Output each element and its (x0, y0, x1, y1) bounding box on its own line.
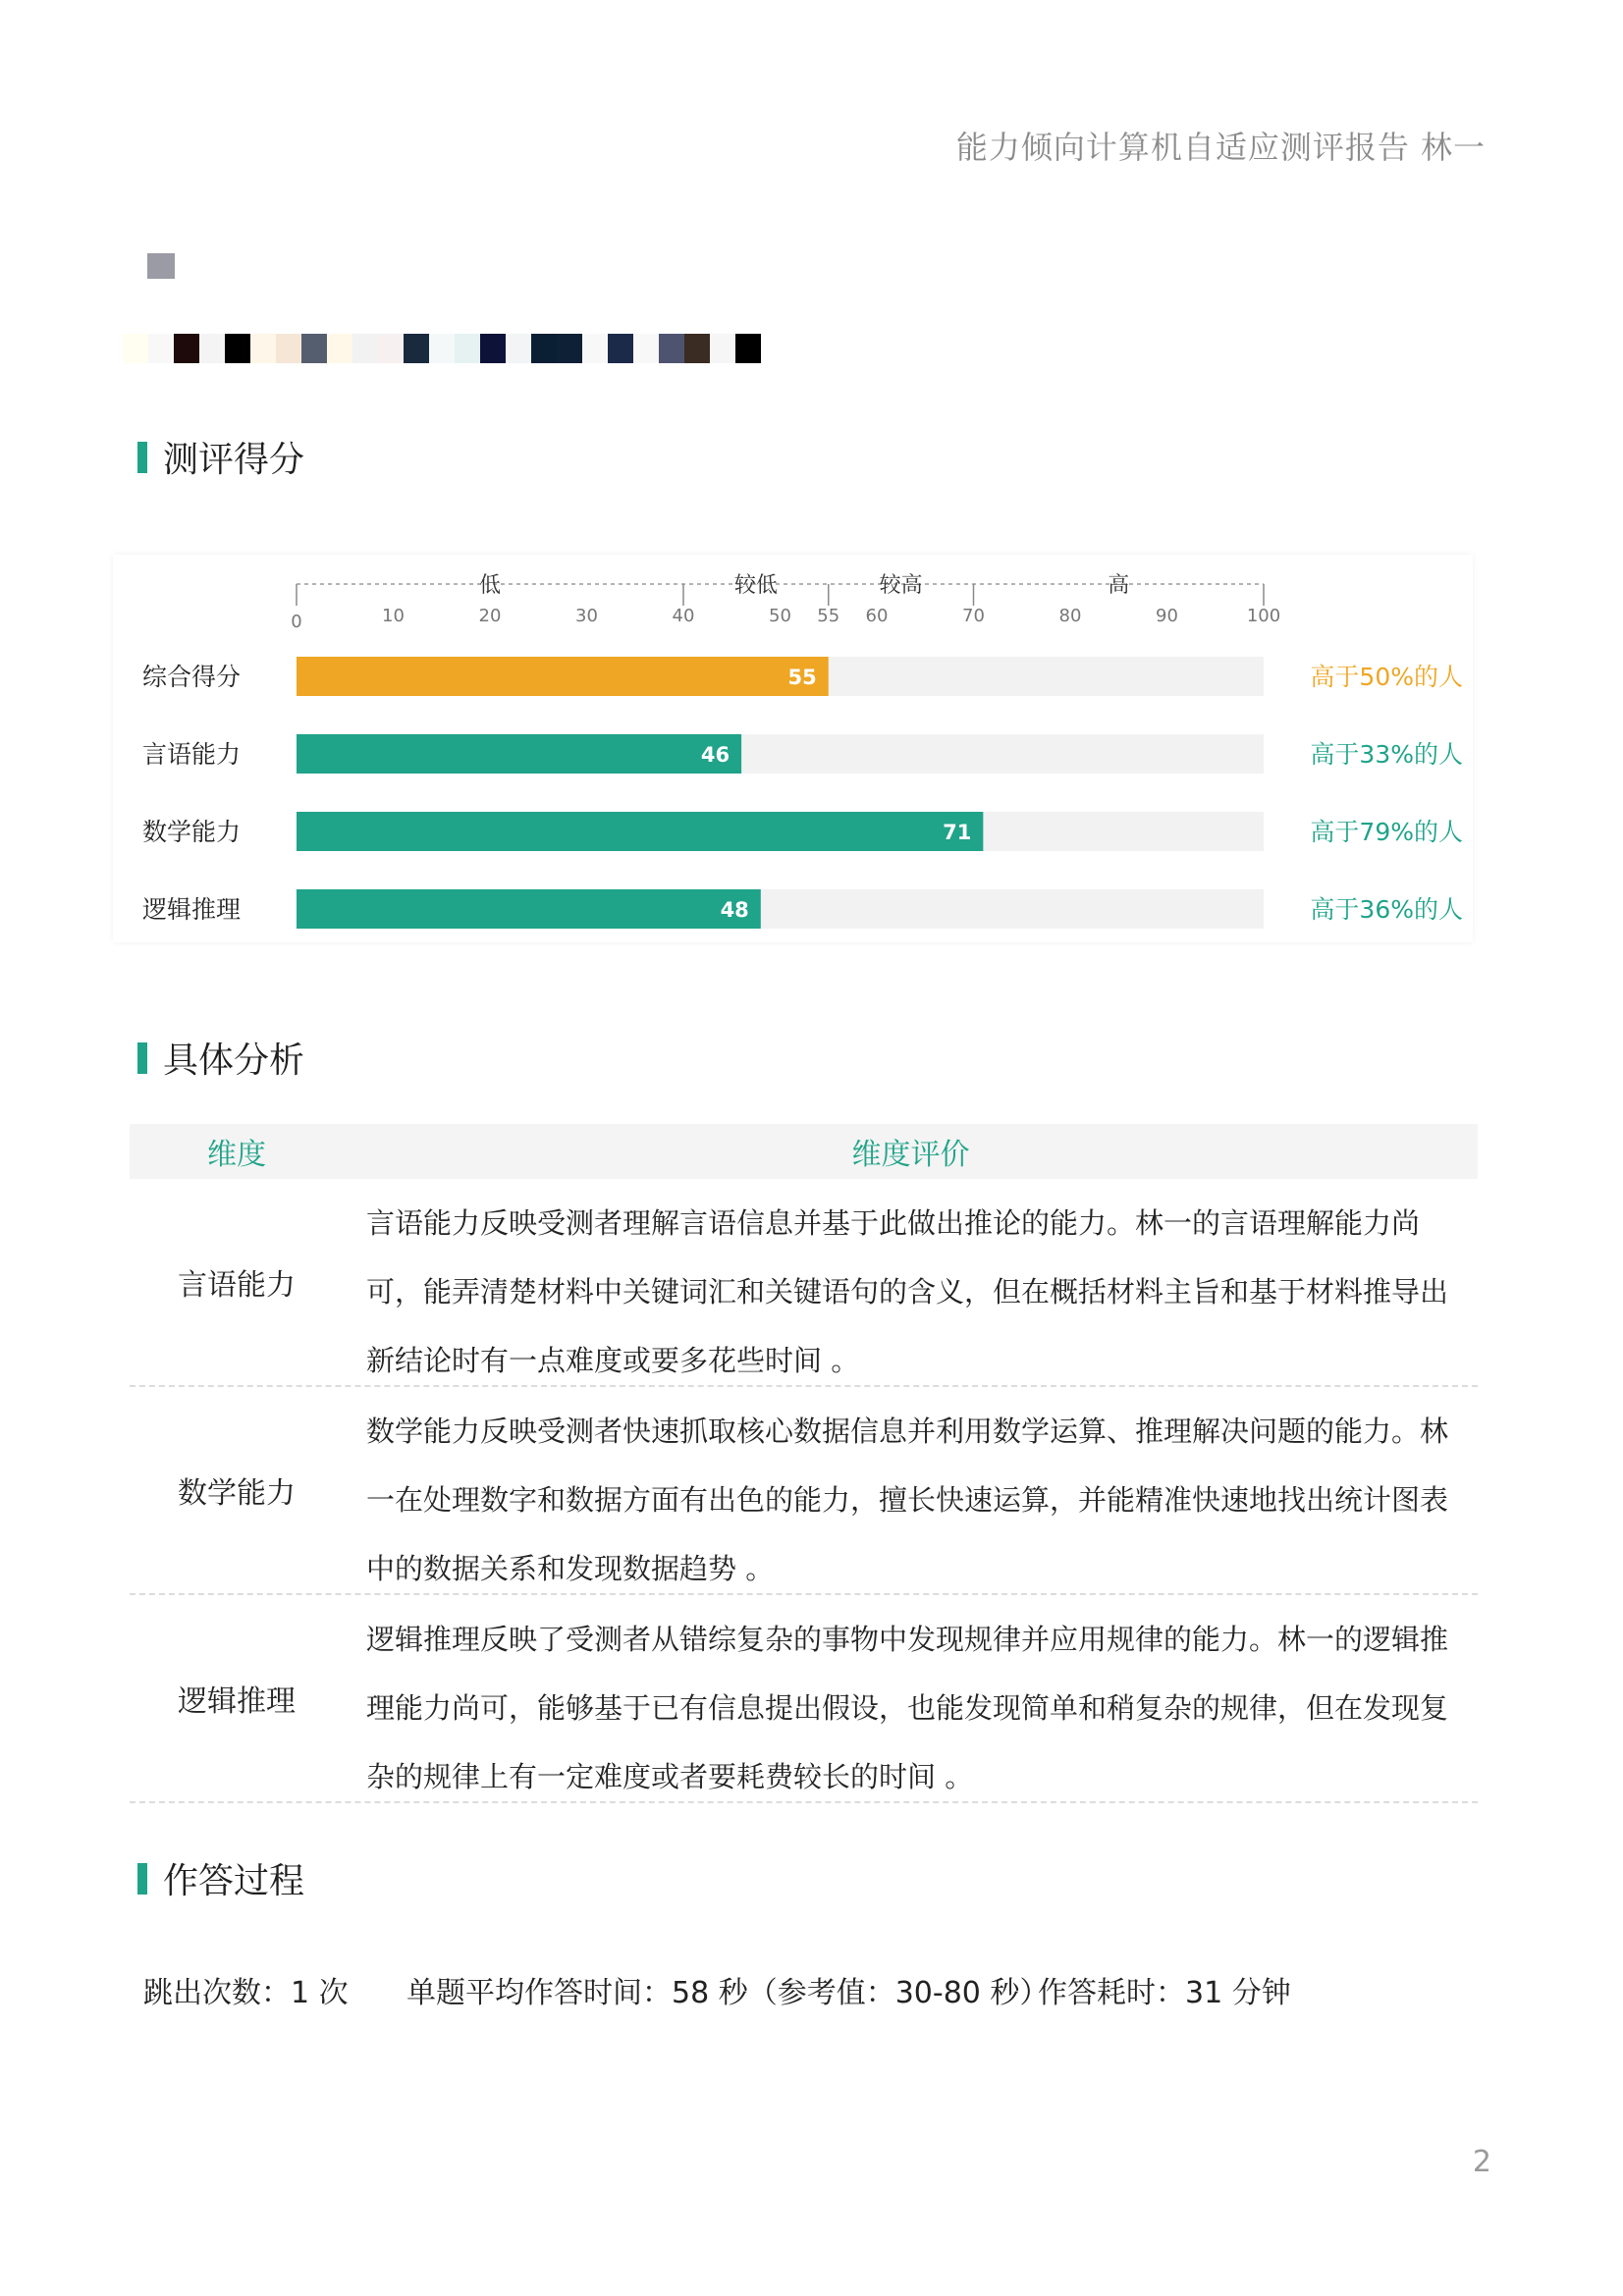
header-evaluation: 维度评价 (851, 1138, 970, 1172)
data-label: 46 (700, 743, 730, 767)
redacted-cell (123, 334, 148, 363)
header-dimension: 维度 (207, 1138, 266, 1172)
table-row (130, 1387, 1478, 1595)
tick-label: 30 (575, 606, 598, 626)
redacted-cell (378, 334, 404, 363)
redacted-block (147, 253, 175, 279)
band-label: 较高 (879, 573, 923, 598)
percentile-label: 高于50%的人 (1310, 663, 1463, 691)
redacted-cell (429, 334, 455, 363)
table-row (130, 1179, 1478, 1387)
bar-2 (297, 734, 741, 774)
percentile-label: 高于79%的人 (1310, 818, 1463, 846)
redacted-cell (148, 334, 174, 363)
analysis-table (130, 1124, 1478, 1803)
section-marker (137, 1863, 147, 1895)
tick-label: 40 (672, 606, 695, 626)
skip-count: 跳出次数：1 次 (143, 1976, 349, 2010)
category-label: 数学能力 (142, 818, 242, 846)
redacted-cell (225, 334, 250, 363)
data-label: 55 (787, 666, 817, 689)
data-label: 71 (943, 821, 972, 844)
redacted-strip (123, 334, 761, 363)
tick-label: 20 (478, 606, 502, 626)
row-dimension: 逻辑推理 (178, 1684, 296, 1719)
section-title-scores (137, 432, 304, 482)
category-label: 逻辑推理 (142, 895, 242, 924)
row-evaluation: 逻辑推理反映了受测者从错综复杂的事物中发现规律并应用规律的能力。林一的逻辑推理能力尚可，能够基于已有信息提出假设，也能发现简单和稍复杂的规律，但在发现复杂的规律上有一定难度或者要耗费较长的时间 。 (366, 1623, 1449, 1793)
row-evaluation: 数学能力反映受测者快速抓取核心数据信息并利用数学运算、推理解决问题的能力。林一在处理数字和数据方面有出色的能力，擅长快速运算，并能精准快速地找出统计图表中的数据关系和发现数据趋势 。 (366, 1415, 1449, 1585)
redacted-cell (506, 334, 531, 363)
tick-label: 10 (382, 606, 405, 626)
category-label: 言语能力 (142, 740, 242, 769)
redacted-cell (455, 334, 480, 363)
section-marker (137, 1042, 147, 1074)
redacted-cell (480, 334, 506, 363)
table-row (130, 1595, 1478, 1803)
redacted-cell (659, 334, 684, 363)
redacted-cell (352, 334, 378, 363)
tick-label: 0 (291, 612, 302, 632)
data-label: 48 (720, 898, 749, 922)
tick-label: 100 (1246, 606, 1281, 626)
redacted-cell (301, 334, 327, 363)
section-title-process (137, 1853, 304, 1903)
section-title-text: 测评得分 (163, 440, 305, 480)
average-answer-time: 单题平均作答时间：58 秒（参考值：30-80 秒） (406, 1976, 1050, 2010)
redacted-cell (250, 334, 276, 363)
row-dimension: 数学能力 (178, 1476, 296, 1511)
redacted-cell (710, 334, 735, 363)
answer-process-stats (143, 1968, 1291, 2011)
score-chart-svg (113, 555, 1473, 942)
tick-label: 50 (769, 606, 791, 626)
redacted-cell (684, 334, 710, 363)
redacted-cell (608, 334, 633, 363)
percentile-label: 高于33%的人 (1310, 740, 1463, 769)
redacted-cell (174, 334, 199, 363)
redacted-cell (582, 334, 608, 363)
tick-label: 90 (1156, 606, 1178, 626)
redacted-cell (327, 334, 352, 363)
bar-4 (297, 889, 761, 929)
redacted-cell (557, 334, 582, 363)
row-dimension: 言语能力 (178, 1268, 296, 1303)
tick-label: 60 (865, 606, 889, 626)
redacted-cell (276, 334, 301, 363)
band-label: 较低 (733, 573, 778, 598)
band-label: 低 (478, 573, 502, 598)
row-evaluation: 言语能力反映受测者理解言语信息并基于此做出推论的能力。林一的言语理解能力尚可，能弄清楚材料中关键词汇和关键语句的含义，但在概括材料主旨和基于材料推导出新结论时有一点难度或要多花些时间 。 (366, 1206, 1449, 1377)
category-label: 综合得分 (142, 663, 242, 691)
tick-label: 55 (817, 606, 840, 626)
bar-1 (297, 657, 829, 696)
band-label: 高 (1108, 573, 1130, 598)
percentile-label: 高于36%的人 (1310, 895, 1463, 924)
redacted-cell (199, 334, 225, 363)
section-title-text: 具体分析 (163, 1041, 305, 1081)
section-title-text: 作答过程 (163, 1861, 305, 1901)
section-marker (137, 442, 147, 473)
tick-label: 80 (1058, 606, 1082, 626)
redacted-cell (404, 334, 429, 363)
redacted-cell (633, 334, 659, 363)
section-title-analysis (137, 1033, 304, 1083)
score-chart (113, 555, 1473, 942)
report-header-title: 能力倾向计算机自适应测评报告 林一 (955, 129, 1486, 166)
redacted-cell (735, 334, 761, 363)
bar-3 (297, 812, 983, 851)
total-answer-time: 作答耗时：31 分钟 (1038, 1976, 1291, 2010)
redacted-cell (531, 334, 557, 363)
tick-label: 70 (962, 606, 985, 626)
analysis-table-header (130, 1124, 1478, 1179)
page-number: 2 (1472, 2145, 1491, 2179)
